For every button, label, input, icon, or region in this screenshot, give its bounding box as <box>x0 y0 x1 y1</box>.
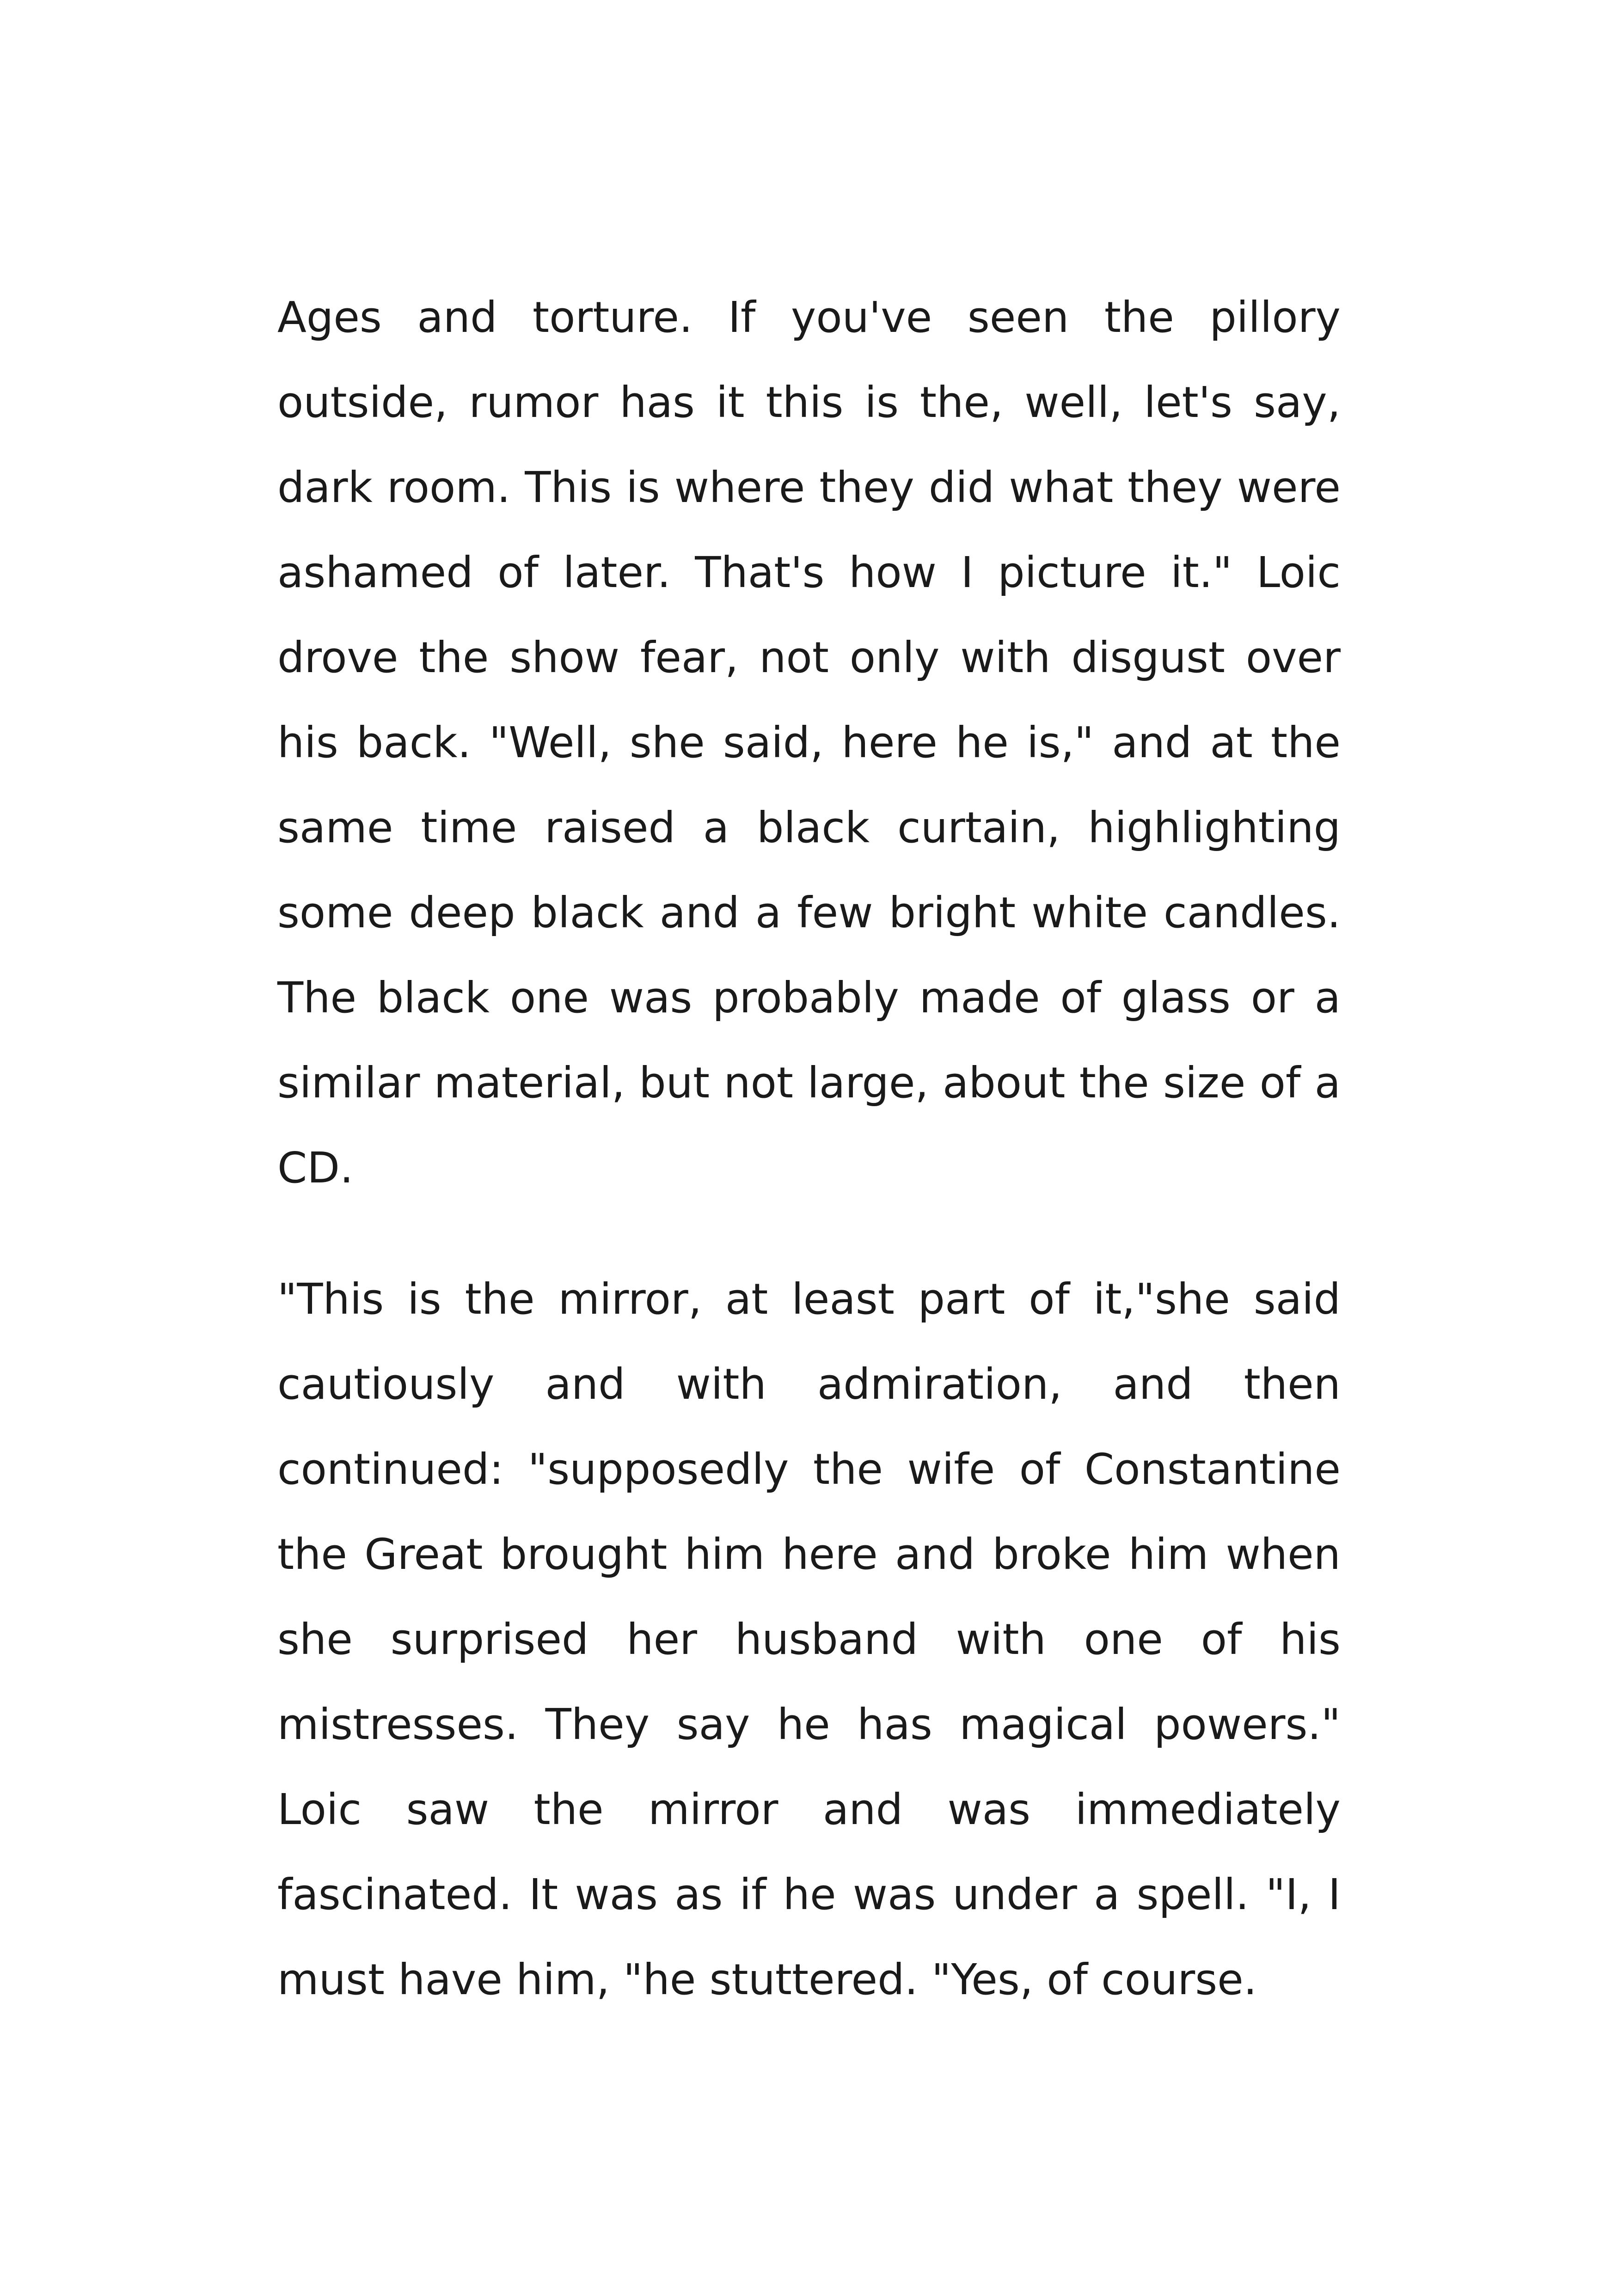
paragraph-spacer <box>277 1211 1341 1257</box>
document-page <box>277 275 1341 2022</box>
paragraph-2: "This is the mirror, at least part of it,"she said cautiously and with admiration, and then continued: "supposedly the wife of Constantine the Great brought him here and broke him when she surprised her husband with one of his mistresses. They say he has magical powers." Loic saw the mirror and was immediately fascinated. It was as if he was under a spell. "I, I must have him, "he stuttered. "Yes, of course. <box>277 1274 1341 2004</box>
paragraph-1: Ages and torture. If you've seen the pillory outside, rumor has it this is the, well, let's say, dark room. This is where they did what they were ashamed of later. That's how I picture it." Loic drove the show fear, not only with disgust over his back. "Well, she said, here he is," and at the same time raised a black curtain, highlighting some deep black and a few bright white candles. The black one was probably made of glass or a similar material, but not large, about the size of a CD. <box>277 293 1341 1193</box>
